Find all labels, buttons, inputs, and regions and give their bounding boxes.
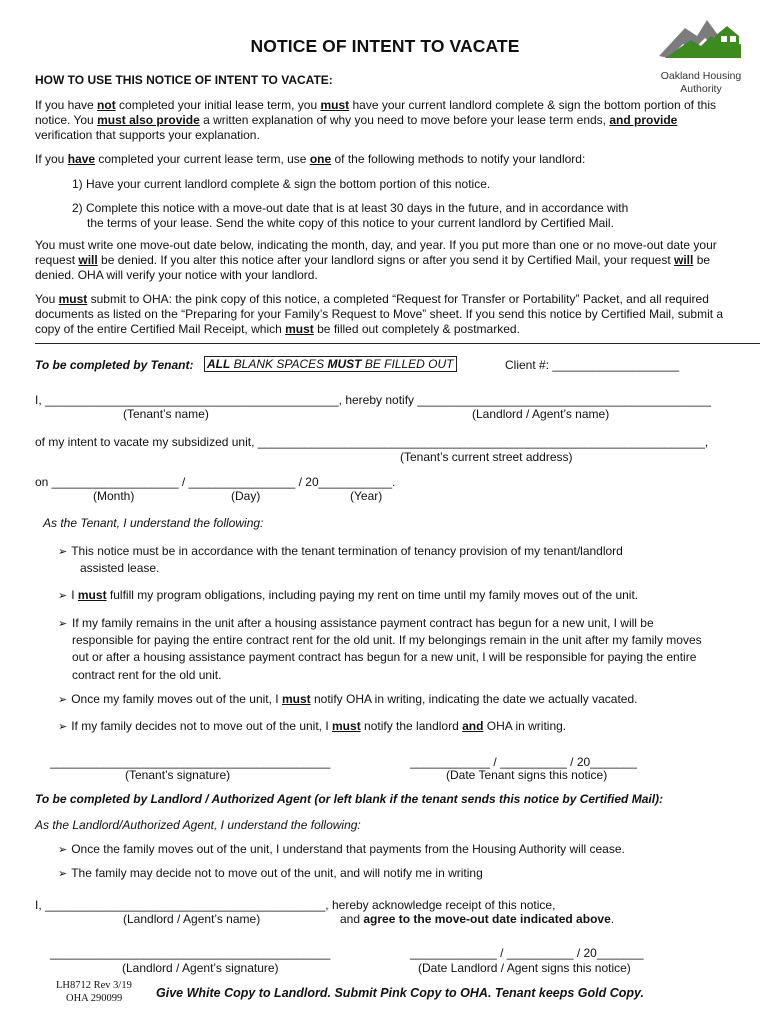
form-number: OHA 290099 [66, 993, 123, 1004]
month-label: (Month) [93, 489, 135, 503]
arrow-bullet-icon: ➢ [58, 546, 68, 558]
landlord-bullet-2: ➢ The family may decide not to move out of the unit, and will notify me in writing [58, 866, 483, 880]
copy-distribution-instructions: Give White Copy to Landlord. Submit Pink Copy to OHA. Tenant keeps Gold Copy. [156, 986, 644, 1000]
year-label: (Year) [350, 489, 383, 503]
day-label: (Day) [231, 489, 261, 503]
tenant-bullet-3: If my family remains in the unit after a housing assistance payment contract has begun for a new unit, I will be responsible for paying the entire contract rent for the old unit. If my belongings remain in the unit after my family moves out or after a housing assistance payment contract has begun for a new unit, I will be responsible for paying the entire contract rent for the old unit. [72, 616, 702, 682]
arrow-bullet-icon: ➢ [58, 844, 68, 856]
tenant-date-label: (Date Tenant signs this notice) [446, 768, 608, 782]
landlord-name-line[interactable]: I, __________________________________________, hereby acknowledge receipt of this notice, [35, 898, 556, 912]
method-1: 1) Have your current landlord complete & sign the bottom portion of this notice. [72, 177, 491, 191]
arrow-bullet-icon: ➢ [58, 618, 68, 630]
tenant-name-label: (Tenant’s name) [123, 407, 209, 421]
logo-text-line1: Oakland Housing [660, 70, 742, 82]
instructions-paragraph-3: You must write one move-out date below, indicating the month, day, and year. If you put more than one or no move-out date your request will be denied. If you alter this notice after your landlord signs or after you send it by Certified Mail, your request will be denied. OHA will verify your notice with your landlord. [35, 238, 717, 283]
logo-text-line2: Authority [680, 83, 722, 95]
tenant-landlord-name-line[interactable]: I, ____________________________________________, hereby notify ____________________________________________ [35, 393, 712, 407]
form-revision: LH8712 Rev 3/19 [56, 980, 132, 991]
section-divider [35, 343, 760, 344]
arrow-bullet-icon: ➢ [58, 721, 68, 733]
agree-move-out-text: and agree to the move-out date indicated above. [340, 912, 615, 926]
tenant-date-line[interactable]: ____________ / __________ / 20_______ [410, 755, 637, 769]
instructions-paragraph-4: You must submit to OHA: the pink copy of this notice, a completed “Request for Transfer or Portability” Packet, and all required documents as listed on the “Preparing for your Family’s Request to Move” sheet. If you send this notice by Certified Mail, submit a copy of the entire Certified Mail Receipt, which must be filled out completely & postmarked. [35, 292, 724, 337]
instructions-paragraph-1: If you have not completed your initial lease term, you must have your current landlord complete & sign the bottom portion of this notice. You must also provide a written explanation of why you need to move before your lease term ends, and provide verification that supports your explanation. [35, 98, 717, 143]
landlord-date-label: (Date Landlord / Agent signs this notice) [418, 961, 631, 975]
method-2-line-2: the terms of your lease. Send the white copy of this notice to your current landlord by Certified Mail. [87, 216, 614, 230]
arrow-bullet-icon: ➢ [58, 590, 68, 602]
move-out-date-line[interactable]: on ___________________ / ________________ / 20___________. [35, 475, 396, 489]
arrow-bullet-icon: ➢ [58, 868, 68, 880]
howto-heading: HOW TO USE THIS NOTICE OF INTENT TO VACATE: [35, 73, 333, 87]
client-number-field[interactable]: Client #: ___________________ [505, 358, 680, 372]
arrow-bullet-icon: ➢ [58, 694, 68, 706]
tenant-understand-heading: As the Tenant, I understand the following: [43, 516, 264, 530]
landlord-signature-label: (Landlord / Agent’s signature) [122, 961, 279, 975]
landlord-date-line[interactable]: _____________ / __________ / 20_______ [410, 946, 644, 960]
method-2-line-1: 2) Complete this notice with a move-out date that is at least 30 days in the future, and in accordance with [72, 201, 629, 215]
all-blanks-notice: ALL BLANK SPACES MUST BE FILLED OUT [204, 356, 457, 372]
house-hills-icon [645, 14, 757, 70]
instructions-paragraph-2: If you have completed your current lease term, use one of the following methods to notify your landlord: [35, 152, 586, 166]
landlord-name-label: (Landlord / Agent’s name) [123, 912, 261, 926]
page-title: NOTICE OF INTENT TO VACATE [250, 36, 520, 56]
tenant-bullet-1: ➢ This notice must be in accordance with the tenant termination of tenancy provision of my tenant/landlord [58, 544, 623, 558]
landlord-bullet-1: ➢ Once the family moves out of the unit, I understand that payments from the Housing Authority will cease. [58, 842, 625, 856]
landlord-section-heading: To be completed by Landlord / Authorized Agent (or left blank if the tenant sends this notice by Certified Mail): [35, 792, 664, 806]
landlord-signature-line[interactable]: __________________________________________ [50, 946, 331, 960]
tenant-signature-line[interactable]: __________________________________________ [50, 755, 331, 769]
tenant-signature-label: (Tenant’s signature) [125, 768, 231, 782]
tenant-bullet-2: ➢ I must fulfill my program obligations, including paying my rent on time until my family moves out of the unit. [58, 588, 639, 602]
tenant-section-heading: To be completed by Tenant: [35, 358, 194, 372]
tenant-bullet-1-cont: assisted lease. [80, 561, 160, 575]
tenant-bullet-4: ➢ Once my family moves out of the unit, I must notify OHA in writing, indicating the date we actually vacated. [58, 692, 638, 706]
oha-logo [645, 14, 757, 100]
tenant-bullet-5: ➢ If my family decides not to move out of the unit, I must notify the landlord and OHA in writing. [58, 719, 567, 733]
landlord-name-label: (Landlord / Agent’s name) [472, 407, 610, 421]
landlord-understand-heading: As the Landlord/Authorized Agent, I understand the following: [35, 818, 361, 832]
street-address-label: (Tenant’s current street address) [400, 450, 573, 464]
unit-address-line[interactable]: of my intent to vacate my subsidized unit, ___________________________________________________________________, [35, 435, 709, 449]
